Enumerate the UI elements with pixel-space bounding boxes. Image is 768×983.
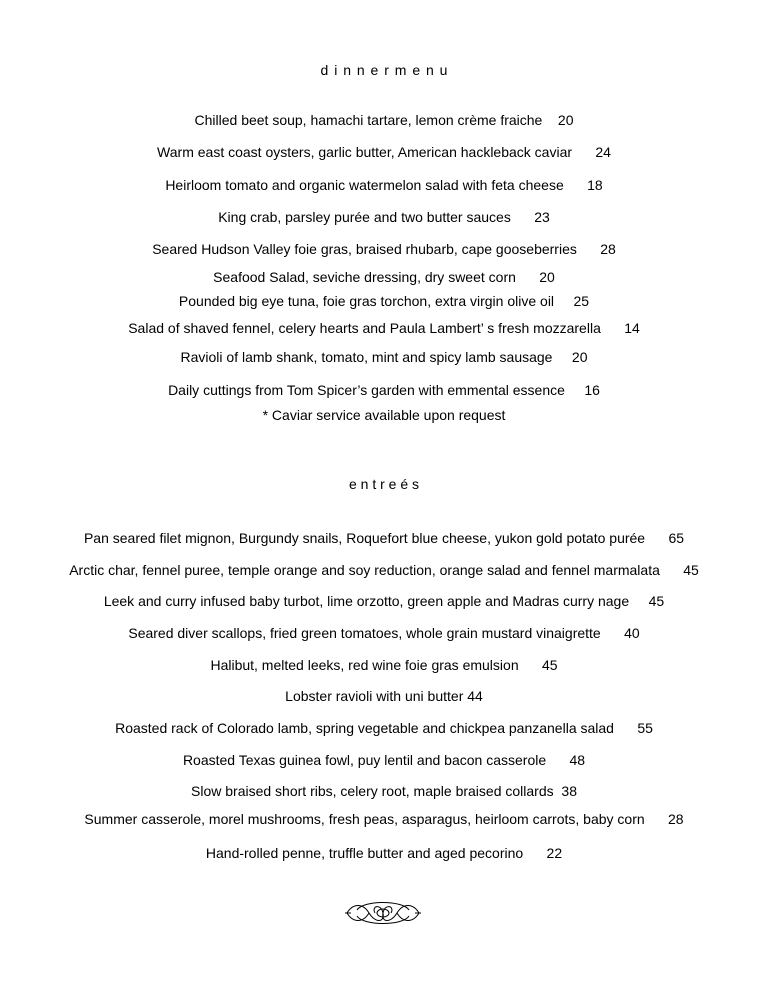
entree-item [0,687,768,705]
entrees-heading: e n t r e é s [348,476,420,492]
item-price: 18 [587,177,603,193]
item-name: Roasted Texas guinea fowl, puy lentil and bacon casserole [182,752,547,768]
dinner-item [0,319,768,337]
item-price: 20 [571,349,588,365]
entree-item [0,782,768,800]
item-price: 16 [584,382,600,398]
item-price: 25 [573,293,590,309]
item-name: Daily cuttings from Tom Spicer’s garden with emmental essence [168,382,565,398]
item-name: Hand-rolled penne, truffle butter and aged pecorino [205,845,524,861]
entree-item [0,719,768,737]
dinner-item [0,292,768,310]
item-price: 40 [624,625,640,641]
item-name: Seared diver scallops, fried green tomatoes, whole grain mustard vinaigrette [128,625,601,641]
item-price: 45 [683,562,699,578]
entree-item [0,751,768,769]
item-price: 45 [648,593,665,609]
item-name: Pan seared filet mignon, Burgundy snails, Roquefort blue cheese, yukon gold potato purée [83,530,646,546]
flourish-ornament-icon [343,898,423,928]
entree-item [0,810,768,828]
dinner-item [0,208,768,226]
caviar-note: * Caviar service available upon request [262,407,506,423]
item-price: 24 [595,144,611,160]
item-price: 14 [624,320,640,336]
entree-item [0,624,768,642]
item-name: King crab, parsley purée and two butter sauces [218,209,511,225]
item-name: Slow braised short ribs, celery root, maple braised collards [191,783,554,799]
entree-item [0,561,768,579]
item-price: 28 [600,241,616,257]
item-name: Salad of shaved fennel, celery hearts and Paula Lambert’ s fresh mozzarella [128,320,601,336]
entree-item [0,844,768,862]
item-name: Heirloom tomato and organic watermelon salad with feta cheese [165,177,564,193]
dinner-menu-heading: d i n n e r m e n u [320,62,448,78]
dinner-item [0,381,768,399]
dinner-item [0,111,768,129]
item-price: 20 [539,269,555,285]
item-name: Roasted rack of Colorado lamb, spring vegetable and chickpea panzanella salad [115,720,614,736]
item-price: 65 [668,530,685,546]
item-price: 22 [546,845,563,861]
entree-item [0,529,768,547]
entree-item [0,592,768,610]
dinner-item [0,240,768,258]
item-name: Warm east coast oysters, garlic butter, American hackleback caviar [157,144,573,160]
item-name: Ravioli of lamb shank, tomato, mint and spicy lamb sausage [180,349,553,365]
item-name: Seafood Salad, seviche dressing, dry sweet corn [213,269,516,285]
item-price: 20 [557,112,574,128]
item-price: 45 [541,657,558,673]
item-price: 44 [467,688,483,704]
item-price: 55 [637,720,653,736]
item-name: Pounded big eye tuna, foie gras torchon, extra virgin olive oil [178,293,555,309]
item-price: 48 [569,752,586,768]
item-name: Halibut, melted leeks, red wine foie gras emulsion [210,657,519,673]
item-name: Lobster ravioli with uni butter [285,688,464,704]
item-name: Summer casserole, morel mushrooms, fresh peas, asparagus, heirloom carrots, baby corn [84,811,645,827]
dinner-item [0,176,768,194]
item-name: Chilled beet soup, hamachi tartare, lemon crème fraiche [194,112,543,128]
item-name: Arctic char, fennel puree, temple orange and soy reduction, orange salad and fennel marmalata [69,562,660,578]
item-price: 28 [668,811,684,827]
dinner-item [0,143,768,161]
entree-item [0,656,768,674]
item-price: 23 [534,209,550,225]
item-name: Leek and curry infused baby turbot, lime orzotto, green apple and Madras curry nage [103,593,630,609]
item-name: Seared Hudson Valley foie gras, braised rhubarb, cape gooseberries [152,241,577,257]
dinner-item [0,268,768,286]
item-price: 38 [561,783,577,799]
dinner-item [0,348,768,366]
